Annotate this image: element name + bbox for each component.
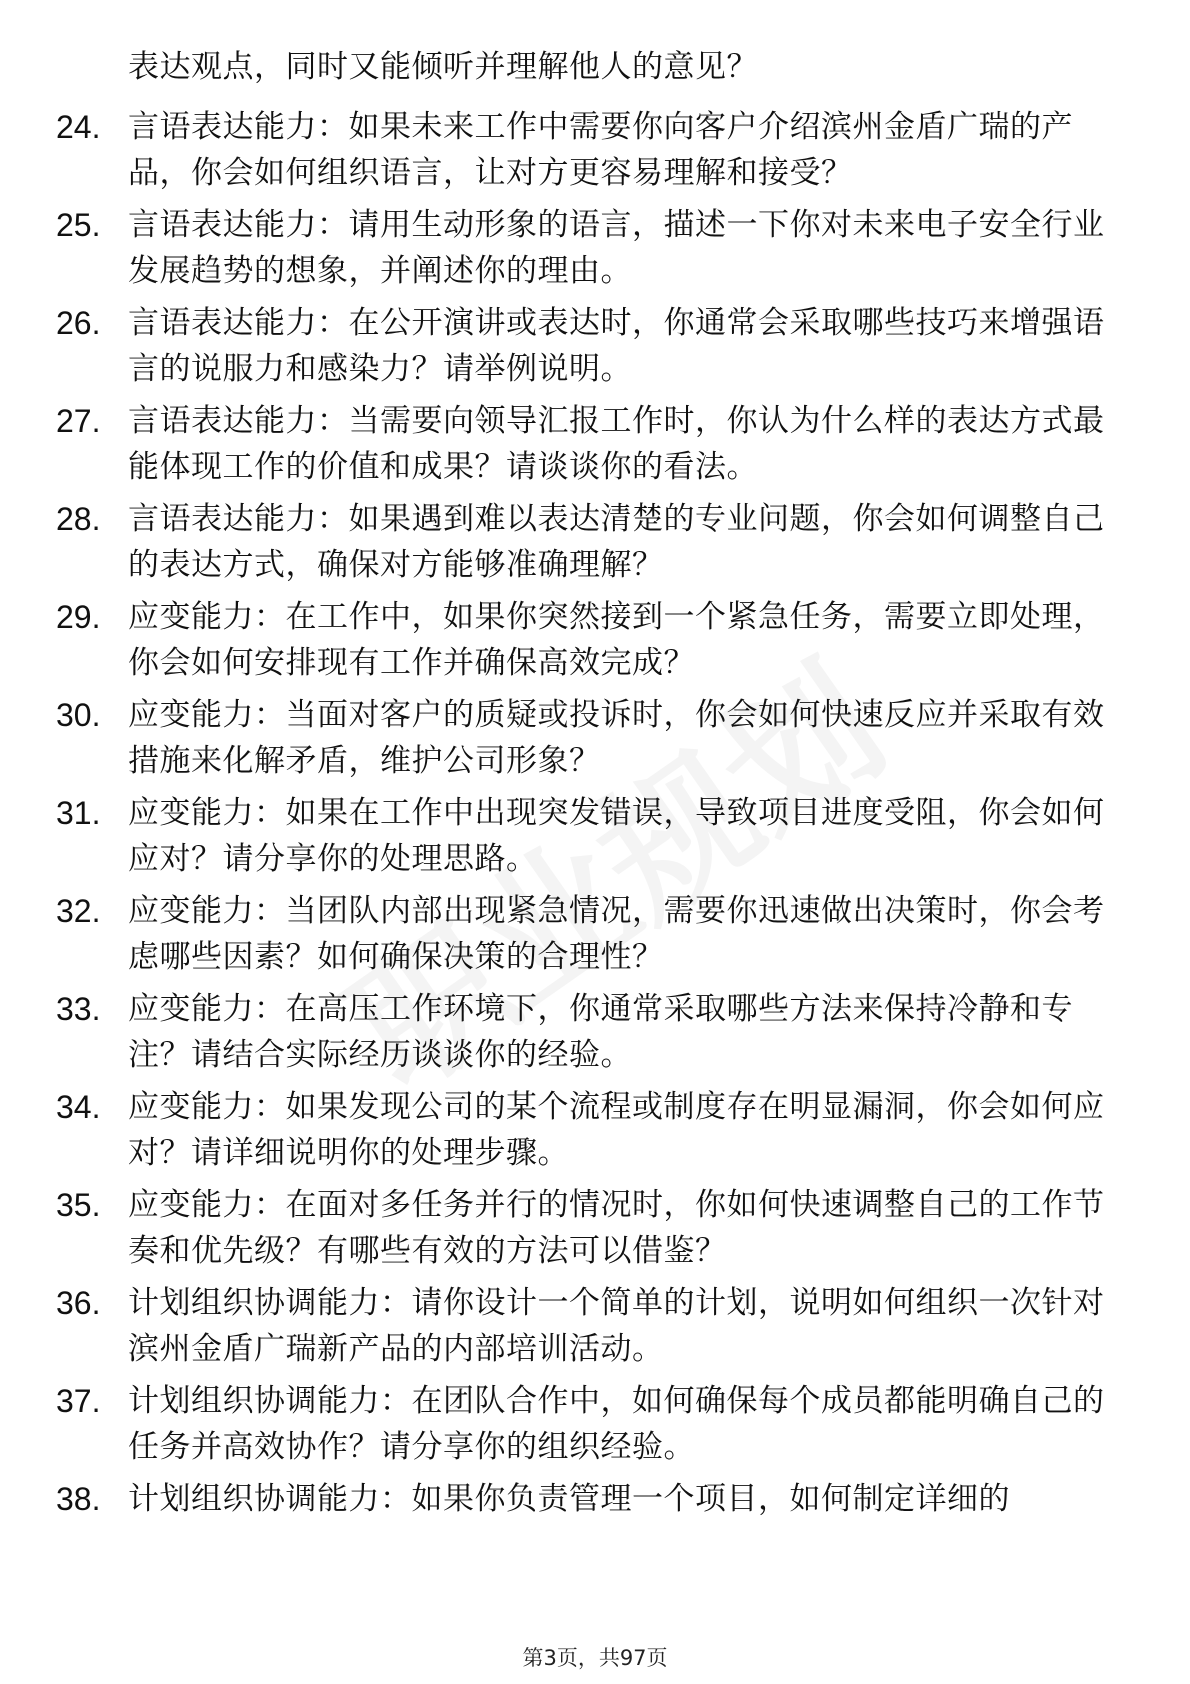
item-number: 34.	[56, 1089, 101, 1125]
item-text: 言语表达能力：在公开演讲或表达时，你通常会采取哪些技巧来增强语言的说服力和感染力？请举例说明。	[128, 305, 1105, 387]
item-text: 应变能力：如果在工作中出现突发错误，导致项目进度受阻，你会如何应对？请分享你的处理思路。	[128, 795, 1105, 877]
item-text: 言语表达能力：当需要向领导汇报工作时，你认为什么样的表达方式最能体现工作的价值和成果？请谈谈你的看法。	[128, 403, 1105, 485]
page-number: 第3页，共97页	[522, 1646, 668, 1670]
list-item	[0, 1084, 1118, 1176]
item-number: 38.	[56, 1481, 101, 1517]
item-text: 言语表达能力：如果未来工作中需要你向客户介绍滨州金盾广瑞的产品，你会如何组织语言，让对方更容易理解和接受？	[128, 109, 1073, 191]
item-text: 计划组织协调能力：请你设计一个简单的计划，说明如何组织一次针对滨州金盾广瑞新产品的内部培训活动。	[128, 1285, 1105, 1367]
item-number: 25.	[56, 207, 101, 243]
item-number: 24.	[56, 109, 101, 145]
question-list	[0, 104, 1118, 1528]
item-text: 应变能力：当面对客户的质疑或投诉时，你会如何快速反应并采取有效措施来化解矛盾，维护公司形象？	[128, 697, 1105, 779]
item-text: 计划组织协调能力：在团队合作中，如何确保每个成员都能明确自己的任务并高效协作？请分享你的组织经验。	[128, 1383, 1105, 1465]
item-number: 32.	[56, 893, 101, 929]
item-number: 31.	[56, 795, 101, 831]
list-item	[0, 398, 1118, 490]
item-text: 应变能力：在高压工作环境下，你通常采取哪些方法来保持冷静和专注？请结合实际经历谈谈你的经验。	[128, 991, 1073, 1073]
item-number: 26.	[56, 305, 101, 341]
item-number: 29.	[56, 599, 101, 635]
continued-paragraph: 表达观点，同时又能倾听并理解他人的意见？	[128, 49, 758, 85]
list-item	[0, 300, 1118, 392]
list-item	[0, 594, 1118, 686]
list-item	[0, 104, 1118, 196]
item-text: 应变能力：在工作中，如果你突然接到一个紧急任务，需要立即处理，你会如何安排现有工作并确保高效完成？	[128, 599, 1105, 681]
list-item	[0, 496, 1118, 588]
item-text: 言语表达能力：请用生动形象的语言，描述一下你对未来电子安全行业发展趋势的想象，并阐述你的理由。	[128, 207, 1105, 289]
list-item	[0, 1280, 1118, 1372]
item-text: 言语表达能力：如果遇到难以表达清楚的专业问题，你会如何调整自己的表达方式，确保对方能够准确理解？	[128, 501, 1105, 583]
item-number: 36.	[56, 1285, 101, 1321]
list-item	[0, 888, 1118, 980]
list-item	[0, 1378, 1118, 1470]
item-number: 37.	[56, 1383, 101, 1419]
item-number: 35.	[56, 1187, 101, 1223]
item-text: 应变能力：当团队内部出现紧急情况，需要你迅速做出决策时，你会考虑哪些因素？如何确保决策的合理性？	[128, 893, 1105, 975]
list-item	[0, 202, 1118, 294]
list-item	[0, 986, 1118, 1078]
list-item	[0, 692, 1118, 784]
item-text: 应变能力：如果发现公司的某个流程或制度存在明显漏洞，你会如何应对？请详细说明你的处理步骤。	[128, 1089, 1105, 1171]
item-number: 28.	[56, 501, 101, 537]
item-number: 30.	[56, 697, 101, 733]
list-item	[0, 1476, 1118, 1522]
list-item	[0, 790, 1118, 882]
item-text: 计划组织协调能力：如果你负责管理一个项目，如何制定详细的	[128, 1481, 1010, 1517]
list-item	[0, 1182, 1118, 1274]
item-number: 27.	[56, 403, 101, 439]
item-text: 应变能力：在面对多任务并行的情况时，你如何快速调整自己的工作节奏和优先级？有哪些有效的方法可以借鉴？	[128, 1187, 1105, 1269]
item-number: 33.	[56, 991, 101, 1027]
